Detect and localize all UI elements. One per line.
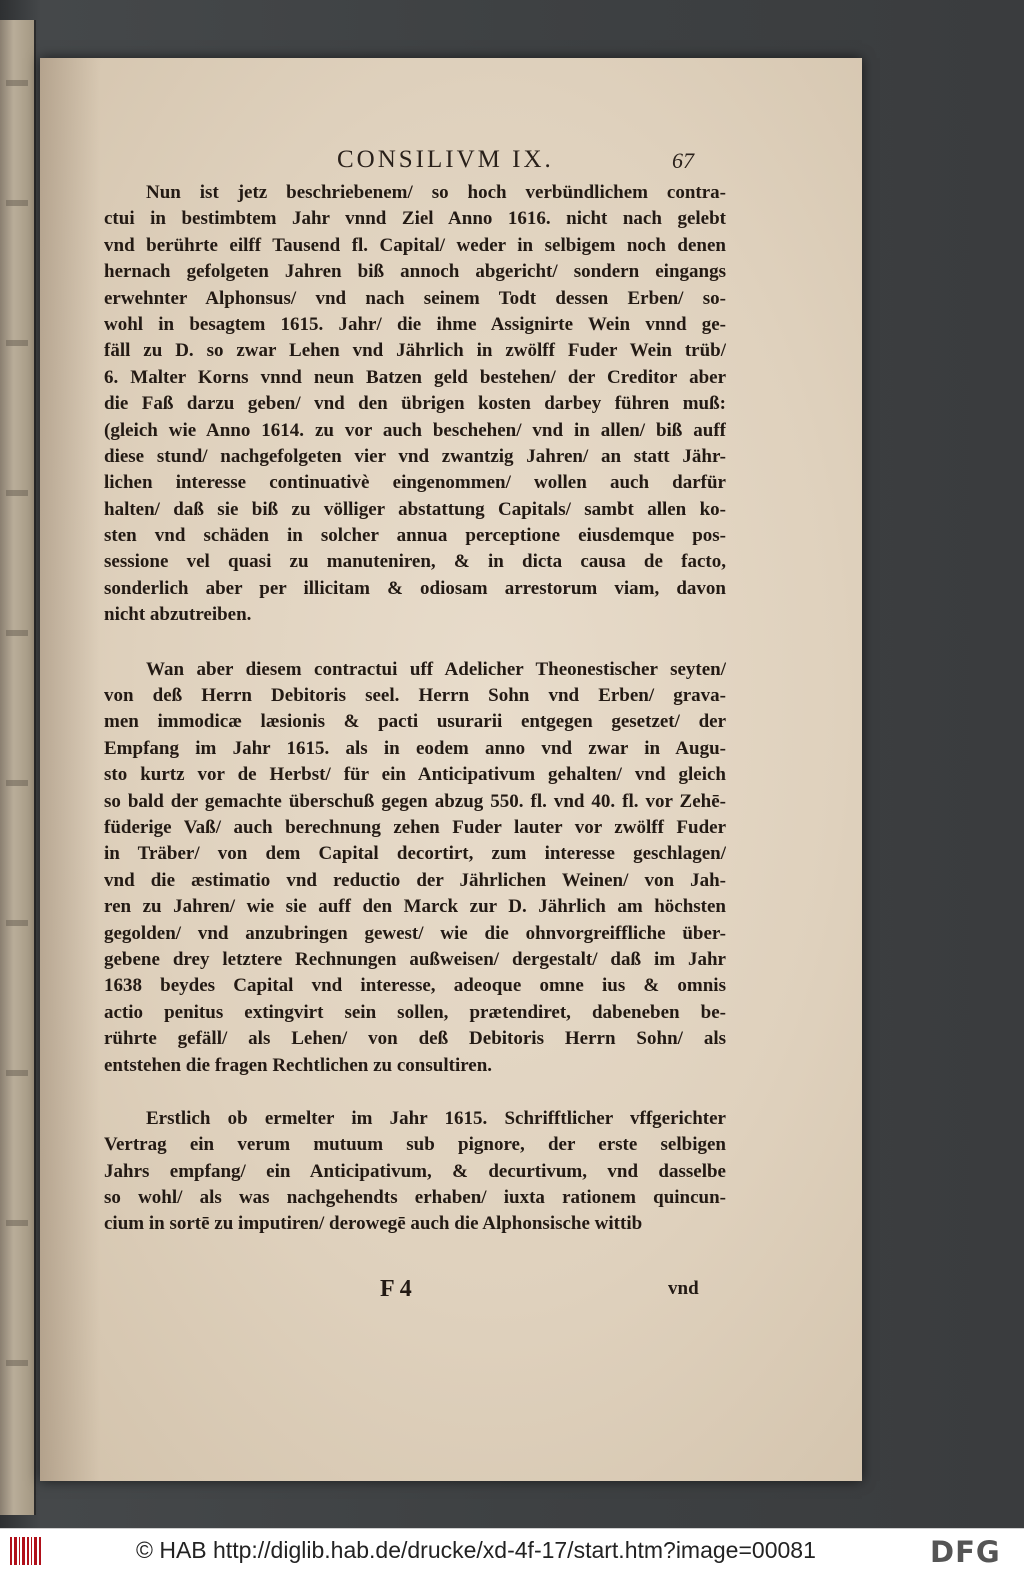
dfg-logo: DFG: [930, 1535, 1001, 1569]
text-line: vnd berührte eilff Tausend fl. Capital/ weder in selbigem noch denen: [104, 234, 726, 256]
text-line: von deß Herrn Debitoris seel. Herrn Sohn vnd Erben/ grava-: [104, 685, 726, 707]
text-line: Wan aber diesem contractui uff Adelicher Theonestischer seyten/: [146, 658, 726, 680]
signature-mark: F 4: [380, 1276, 412, 1302]
text-line: Erstlich ob ermelter im Jahr 1615. Schrifftlicher vffgerichter: [146, 1107, 726, 1129]
text-line: in Träber/ von dem Capital decortirt, zum interesse geschlagen/: [104, 843, 726, 865]
catchword: vnd: [668, 1278, 699, 1299]
text-line: so wohl/ als was nachgehendts erhaben/ iuxta rationem quincun-: [104, 1187, 726, 1209]
barcode-icon: [8, 1535, 44, 1567]
text-line: sonderlich aber per illicitam & odiosam arrestorum viam, davon: [104, 577, 726, 599]
page-footer: [40, 1276, 862, 1306]
source-link[interactable]: © HAB http://diglib.hab.de/drucke/xd-4f-17/start.htm?image=00081: [136, 1537, 816, 1563]
text-line: rührte gefäll/ als Lehen/ von deß Debitoris Herrn Sohn/ als: [104, 1028, 726, 1050]
text-line: halten/ daß sie biß zu völliger abstattung Capitals/ sambt allen ko-: [104, 498, 726, 520]
previous-page-edge: [0, 20, 36, 1515]
text-line: 1638 beydes Capital vnd interesse, adeoque omne ius & omnis: [104, 975, 726, 997]
text-line: hernach gefolgeten Jahren biß annoch abgericht/ sondern eingangs: [104, 261, 726, 283]
text-block: [104, 180, 726, 1238]
book-page: [40, 58, 862, 1481]
text-line: vnd die æstimatio vnd reductio der Jährlichen Weinen/ von Jah-: [104, 869, 726, 891]
text-line: fäll zu D. so zwar Lehen vnd Jährlich in zwölff Fuder Wein trüb/: [104, 340, 726, 362]
text-line: die Faß darzu geben/ vnd den übrigen kosten darbey führen muß:: [104, 393, 726, 415]
text-line: wohl in besagtem 1615. Jahr/ die ihme Assignirte Wein vnnd ge-: [104, 313, 726, 335]
text-line: (gleich wie Anno 1614. zu vor auch beschehen/ vnd in allen/ biß auff: [104, 419, 726, 441]
paragraph-2: [104, 657, 726, 1079]
credit-bar: [0, 1528, 1024, 1573]
text-line: 6. Malter Korns vnnd neun Batzen geld bestehen/ der Creditor aber: [104, 366, 726, 388]
paragraph-3: [104, 1106, 726, 1238]
text-line: so bald der gemachte überschuß gegen abzug 550. fl. vnd 40. fl. vor Zehē-: [104, 790, 726, 812]
text-line: actio penitus extingvirt sein sollen, prætendiret, dabeneben be-: [104, 1001, 726, 1023]
text-line: ctui in bestimbtem Jahr vnnd Ziel Anno 1616. nicht nach gelebt: [104, 208, 726, 230]
text-line: entstehen die fragen Rechtlichen zu consultiren.: [104, 1054, 493, 1076]
text-line: nicht abzutreiben.: [104, 604, 252, 626]
text-line: erwehnter Alphonsus/ vnd nach seinem Todt dessen Erben/ so-: [104, 287, 726, 309]
text-line: diese stund/ nachgefolgeten vier vnd zwantzig Jahren/ an statt Jähr-: [104, 445, 726, 467]
running-head: [40, 146, 862, 176]
text-line: Nun ist jetz beschriebenem/ so hoch verbündlichem contra-: [146, 182, 726, 203]
text-line: gegolden/ vnd anzubringen gewest/ wie die ohnvorgreiffliche über-: [104, 922, 726, 944]
text-line: gebene drey letztere Rechnungen außweisen/ dergestalt/ daß im Jahr: [104, 948, 726, 970]
text-line: Jahrs empfang/ ein Anticipativum, & decurtivum, vnd dasselbe: [104, 1160, 726, 1182]
text-line: men immodicæ læsionis & pacti usurarii entgegen gesetzet/ der: [104, 711, 726, 733]
running-title: CONSILIVM IX.: [337, 146, 554, 173]
page-number: 67: [672, 148, 694, 173]
text-line: füderige Vaß/ auch berechnung zehen Fuder lauter vor zwölff Fuder: [104, 816, 726, 838]
text-line: sessione vel quasi zu manuteniren, & in dicta causa de facto,: [104, 551, 726, 573]
paragraph-1: [104, 180, 726, 629]
text-line: Empfang im Jahr 1615. als in eodem anno vnd zwar in Augu-: [104, 737, 726, 759]
text-line: Vertrag ein verum mutuum sub pignore, der erste selbigen: [104, 1134, 726, 1156]
text-line: ren zu Jahren/ wie sie auff den Marck zur D. Jährlich am höchsten: [104, 896, 726, 918]
text-line: lichen interesse continuativè eingenommen/ wollen auch darfür: [104, 472, 726, 494]
text-line: cium in sortē zu imputiren/ derowegē auch die Alphonsische wittib: [104, 1213, 643, 1235]
text-line: sto kurtz vor de Herbst/ für ein Anticipativum gehalten/ vnd gleich: [104, 764, 726, 786]
text-line: sten vnd schäden in solcher annua perceptione eiusdemque pos-: [104, 525, 726, 547]
